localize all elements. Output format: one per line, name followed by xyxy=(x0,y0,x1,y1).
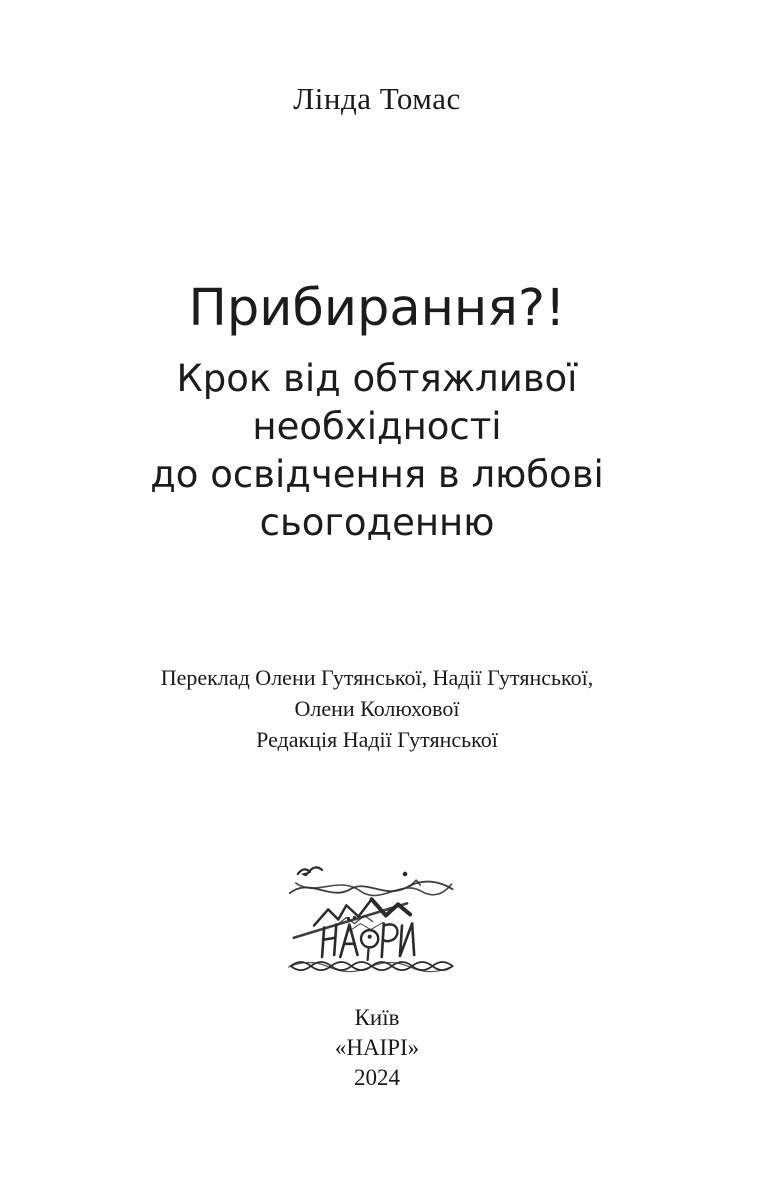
translation-credits xyxy=(0,662,754,755)
imprint-publisher: «НАІРІ» xyxy=(334,1035,420,1060)
subtitle-line: Крок від обтяжливої xyxy=(176,357,578,400)
nairi-lettering xyxy=(322,916,414,960)
imprint-year: 2024 xyxy=(354,1065,400,1090)
birds-sky-sketch xyxy=(290,867,453,895)
nairi-logo-icon xyxy=(288,860,460,975)
book-subtitle xyxy=(0,355,754,547)
book-title: Прибирання?! xyxy=(188,279,566,338)
imprint-city: Київ xyxy=(354,1005,400,1030)
water-braid-sketch xyxy=(289,962,453,972)
subtitle-line: необхідності xyxy=(252,405,502,448)
imprint xyxy=(0,1003,754,1093)
credits-line: Переклад Олени Гутянської, Надії Гутянської, xyxy=(160,665,594,690)
publisher-logo xyxy=(288,860,460,975)
subtitle-line: до освідчення в любові xyxy=(150,453,604,496)
credits-line: Редакція Надії Гутянської xyxy=(256,727,498,752)
credits-line: Олени Колюхової xyxy=(294,696,460,721)
subtitle-line: сьогоденню xyxy=(259,501,495,544)
author-name: Лінда Томас xyxy=(293,81,461,116)
